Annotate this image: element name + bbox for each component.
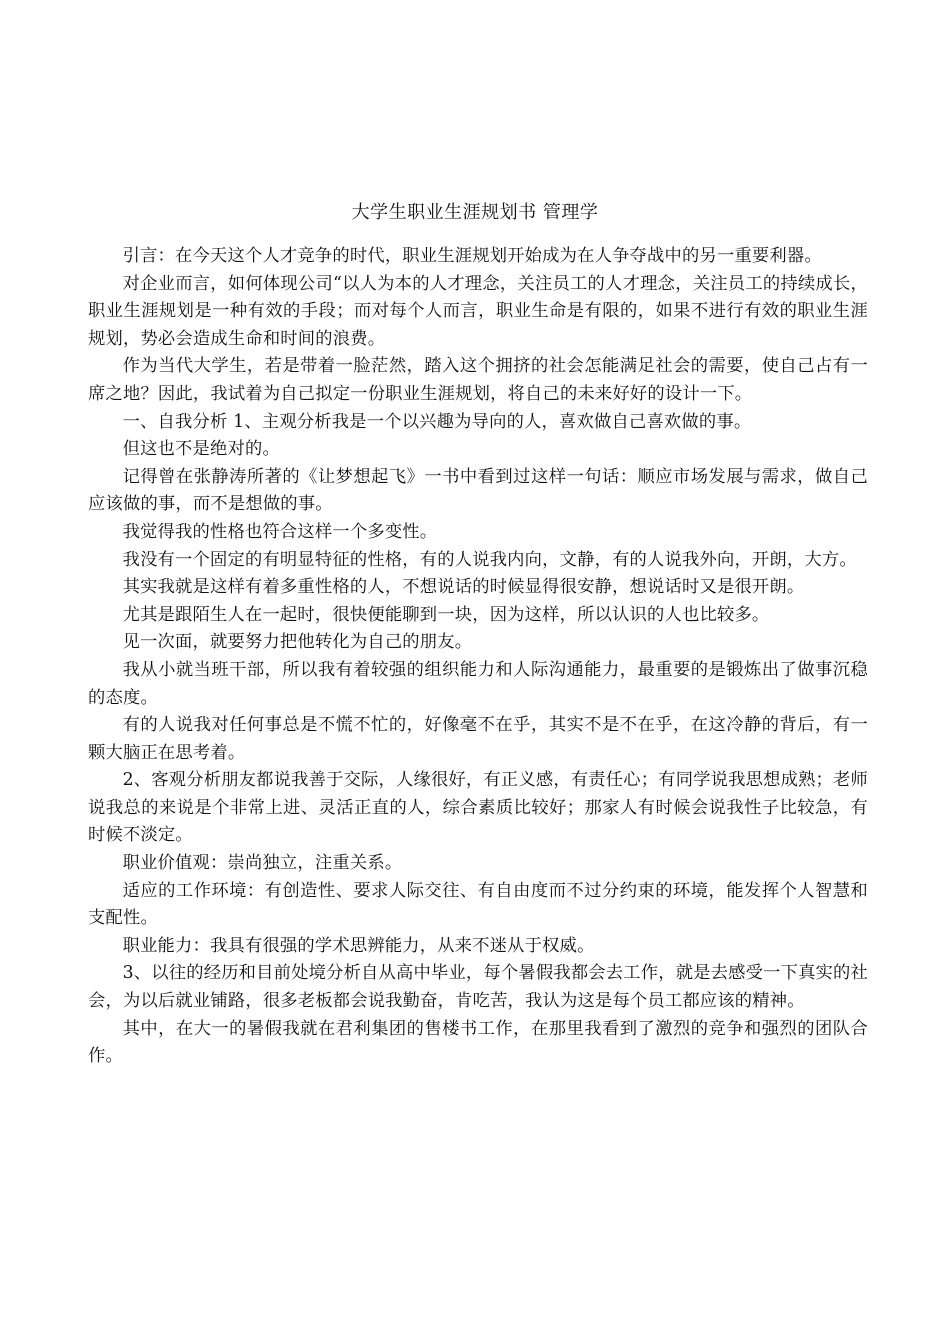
document-title: 大学生职业生涯规划书 管理学 <box>351 202 599 223</box>
paragraph: 但这也不是绝对的。 <box>122 439 280 460</box>
document-body <box>88 243 868 1071</box>
paragraph: 作为当代大学生，若是带着一脸茫然，踏入这个拥挤的社会怎能满足社会的需要，使自己占有一席之地？因此，我试着为自己拟定一份职业生涯规划，将自己的未来好好的设计一下。 <box>88 356 868 404</box>
paragraph: 2、客观分析朋友都说我善于交际，人缘很好，有正义感，有责任心；有同学说我思想成熟；老师说我总的来说是个非常上进、灵活正直的人，综合素质比较好；那家人有时候会说我性子比较急，有时候不淡定。 <box>88 770 869 846</box>
paragraph: 3、以往的经历和目前处境分析自从高中毕业，每个暑假我都会去工作，就是去感受一下真实的社会，为以后就业铺路，很多老板都会说我勤奋，肯吃苦，我认为这是每个员工都应该的精神。 <box>88 963 869 1012</box>
paragraph: 见一次面，就要努力把他转化为自己的朋友。 <box>122 632 473 653</box>
paragraph: 一、自我分析 1、主观分析我是一个以兴趣为导向的人，喜欢做自己喜欢做的事。 <box>122 411 752 432</box>
paragraph: 对企业而言，如何体现公司“以人为本的人才理念，关注员工的人才理念，关注员工的持续成长，职业生涯规划是一种有效的手段；而对每个人而言，职业生命是有限的，如果不进行有效的职业生涯规划，势必会造成生命和时间的浪费。 <box>88 273 868 349</box>
paragraph: 记得曾在张静涛所著的《让梦想起飞》一书中看到过这样一句话：顺应市场发展与需求，做自己应该做的事，而不是想做的事。 <box>88 466 868 515</box>
paragraph: 其中，在大一的暑假我就在君利集团的售楼书工作，在那里我看到了激烈的竞争和强烈的团队合作。 <box>88 1018 868 1067</box>
paragraph: 有的人说我对任何事总是不慌不忙的，好像毫不在乎，其实不是不在乎，在这冷静的背后，有一颗大脑正在思考着。 <box>88 715 868 763</box>
paragraph: 其实我就是这样有着多重性格的人，不想说话的时候显得很安静，想说话时又是很开朗。 <box>122 577 805 598</box>
paragraph: 我没有一个固定的有明显特征的性格，有的人说我内向，文静，有的人说我外向，开朗，大方。 <box>122 549 857 570</box>
paragraph: 职业价值观：崇尚独立，注重关系。 <box>122 853 403 874</box>
paragraph: 尤其是跟陌生人在一起时，很快便能聊到一块，因为这样，所以认识的人也比较多。 <box>122 604 770 625</box>
paragraph: 职业能力：我具有很强的学术思辨能力，从来不迷从于权威。 <box>122 935 595 956</box>
paragraph: 我觉得我的性格也符合这样一个多变性。 <box>122 521 438 542</box>
paragraph: 适应的工作环境：有创造性、要求人际交往、有自由度而不过分约束的环境，能发挥个人智慧和支配性。 <box>88 880 868 929</box>
paragraph: 我从小就当班干部，所以我有着较强的组织能力和人际沟通能力，最重要的是锻炼出了做事沉稳的态度。 <box>88 659 868 708</box>
paragraph: 引言：在今天这个人才竞争的时代，职业生涯规划开始成为在人争夺战中的另一重要利器。 <box>122 246 822 266</box>
